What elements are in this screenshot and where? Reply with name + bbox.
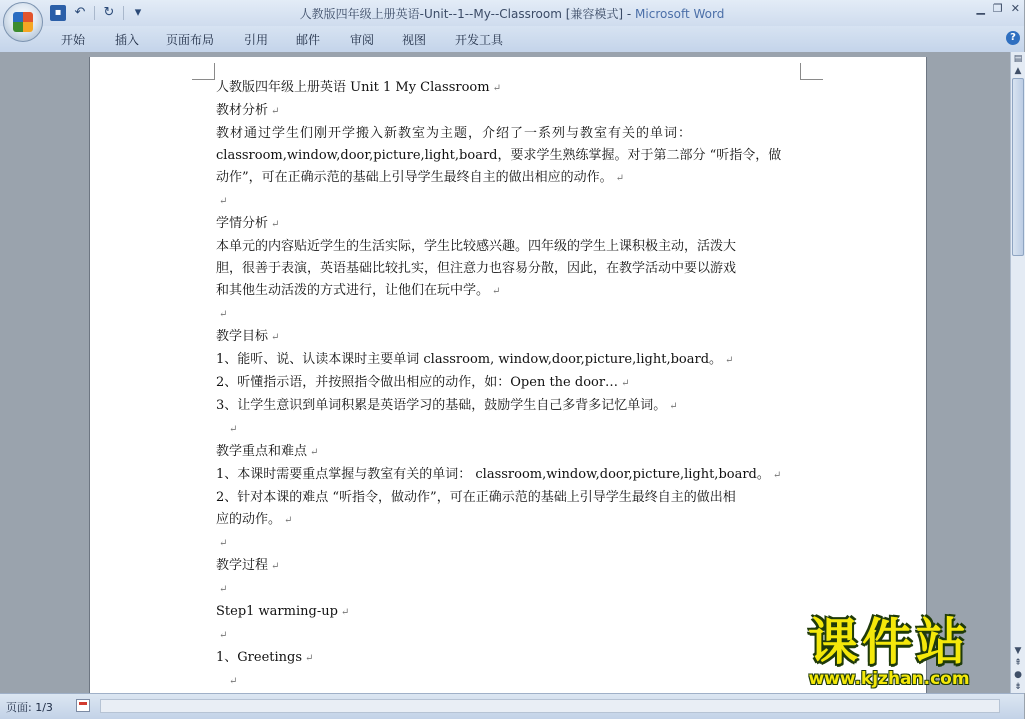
paragraph-mark-icon: ↵ <box>229 676 238 687</box>
paragraph-mark-icon: ↵ <box>219 584 228 595</box>
tab-home[interactable]: 开始 <box>61 33 86 47</box>
paragraph-text: 学情分析 <box>216 216 269 231</box>
watermark-url: www.kjzhan.com <box>808 669 970 689</box>
paragraph <box>216 258 806 280</box>
proofing-status-icon[interactable] <box>76 699 90 712</box>
ribbon-tabs <box>0 26 1024 53</box>
paragraph-mark-icon: ↵ <box>219 630 228 641</box>
close-button[interactable]: ✕ <box>1010 2 1020 15</box>
paragraph <box>216 167 806 190</box>
list-item <box>216 395 806 418</box>
paragraph-text: 1、能听、说、认读本课时主要单词 classroom, window,door,picture,light,board。 <box>216 352 723 367</box>
paragraph-text: 3、让学生意识到单词积累是英语学习的基础，鼓励学生自己多背多记忆单词。 <box>216 398 667 413</box>
scroll-thumb[interactable] <box>1012 78 1024 256</box>
paragraph-text: 教材分析 <box>216 103 269 118</box>
next-page-icon[interactable]: ⇟ <box>1014 682 1022 692</box>
tab-insert[interactable]: 插入 <box>115 33 140 47</box>
paragraph-mark-icon: ↵ <box>271 561 280 572</box>
paragraph-text: 胆，很善于表演，英语基础比较扎实，但注意力也容易分散，因此，在教学活动中要以游戏 <box>216 261 737 276</box>
paragraph-text: 教学重点和难点 <box>216 444 308 459</box>
customize-toolbar-icon[interactable]: ▾ <box>134 5 142 20</box>
list-item <box>216 372 806 395</box>
paragraph-mark-icon: ↵ <box>340 607 350 618</box>
tab-mailings[interactable]: 邮件 <box>296 33 321 47</box>
crop-mark <box>192 63 215 80</box>
office-logo-icon <box>13 12 33 32</box>
paragraph-text: 2、听懂指示语，并按照指令做出相应的动作，如：Open the door… <box>216 375 619 390</box>
paragraph-mark-icon: ↵ <box>615 173 625 184</box>
paragraph-text: 应的动作。 <box>216 512 282 527</box>
paragraph-mark-icon: ↵ <box>669 401 678 412</box>
document-title: 人教版四年级上册英语-Unit--1--My--Classroom [兼容模式] <box>299 7 624 21</box>
scroll-up-icon[interactable]: ▲ <box>1014 66 1022 76</box>
section-heading <box>216 555 806 578</box>
paragraph-text: Step1 warming-up <box>216 604 338 619</box>
paragraph-mark-icon: ↵ <box>271 332 280 343</box>
ruler-toggle-icon[interactable]: ▤ <box>1013 54 1023 64</box>
paragraph-text: 教学目标 <box>216 329 269 344</box>
help-icon[interactable]: ? <box>1006 31 1020 45</box>
list-item <box>216 464 806 487</box>
list-item <box>216 487 806 509</box>
section-heading <box>216 441 806 464</box>
paragraph-mark-icon: ↵ <box>310 447 319 458</box>
paragraph-text: 动作”，可在正确示范的基础上引导学生最终自主的做出相应的动作。 <box>216 170 613 185</box>
paragraph-mark-icon: ↵ <box>219 196 228 207</box>
section-heading <box>216 100 806 123</box>
paragraph-text: 1、本课时需要重点掌握与教室有关的单词： classroom,window,door,picture,light,board。 <box>216 467 770 482</box>
paragraph-mark-icon: ↵ <box>271 106 280 117</box>
paragraph-mark-icon: ↵ <box>621 378 630 389</box>
empty-paragraph <box>216 190 806 213</box>
paragraph <box>216 145 806 167</box>
redo-icon[interactable]: ↻ <box>103 5 115 20</box>
paragraph-text: 2、针对本课的难点 “听指令，做动作”，可在正确示范的基础上引导学生最终自主的做出相 <box>216 490 736 505</box>
step-heading <box>216 601 806 624</box>
paragraph-text: 人教版四年级上册英语 Unit 1 My Classroom <box>216 80 490 95</box>
horizontal-scrollbar[interactable] <box>100 699 1000 713</box>
paragraph <box>216 123 806 145</box>
office-button[interactable] <box>3 2 43 42</box>
tab-developer[interactable]: 开发工具 <box>455 33 504 47</box>
paragraph-mark-icon: ↵ <box>305 653 314 664</box>
minimize-button[interactable]: ▁ <box>976 2 985 15</box>
list-item <box>216 647 806 670</box>
paragraph-mark-icon: ↵ <box>219 538 228 549</box>
empty-paragraph <box>216 578 806 601</box>
paragraph-mark-icon: ↵ <box>492 83 501 94</box>
document-area <box>0 52 1010 693</box>
empty-paragraph <box>216 624 806 647</box>
previous-page-icon[interactable]: ⇞ <box>1014 658 1022 668</box>
paragraph <box>216 280 806 303</box>
paragraph-mark-icon: ↵ <box>725 355 734 366</box>
app-name: Microsoft Word <box>635 7 725 21</box>
empty-paragraph <box>216 418 806 441</box>
paragraph-mark-icon: ↵ <box>229 424 238 435</box>
tab-references[interactable]: 引用 <box>244 33 269 47</box>
watermark-title: 课件站 <box>808 613 970 671</box>
undo-icon[interactable]: ↶ <box>74 5 86 20</box>
restore-button[interactable]: ❐ <box>992 2 1003 15</box>
paragraph-text: 教学过程 <box>216 558 269 573</box>
window-controls <box>976 2 1020 15</box>
select-browse-object-icon[interactable]: ● <box>1014 670 1022 680</box>
paragraph-mark-icon: ↵ <box>284 515 293 526</box>
tab-review[interactable]: 审阅 <box>350 33 375 47</box>
paragraph <box>216 236 806 258</box>
paragraph-mark-icon: ↵ <box>772 470 782 481</box>
paragraph-mark-icon: ↵ <box>492 286 501 297</box>
title-separator: - <box>623 7 636 21</box>
title-bar <box>0 0 1024 26</box>
status-bar <box>0 693 1024 719</box>
vertical-scrollbar[interactable] <box>1010 52 1025 693</box>
scroll-down-icon[interactable]: ▼ <box>1014 646 1022 656</box>
empty-paragraph <box>216 303 806 326</box>
list-item <box>216 509 806 532</box>
paragraph-text: 1、Greetings <box>216 650 303 665</box>
page-count[interactable]: 页面: 1/3 <box>6 701 53 714</box>
list-item <box>216 349 806 372</box>
paragraph-mark-icon: ↵ <box>219 309 228 320</box>
tab-page-layout[interactable]: 页面布局 <box>166 33 215 47</box>
tab-view[interactable]: 视图 <box>402 33 427 47</box>
watermark-logo <box>774 614 1004 688</box>
save-icon[interactable]: ▪ <box>50 5 66 21</box>
empty-paragraph <box>216 670 806 693</box>
doc-heading <box>216 77 806 100</box>
paragraph-text: classroom,window,door,picture,light,board，要求学生熟练掌握。对于第二部分 “听指令，做 <box>216 148 782 163</box>
window-title <box>0 5 1024 22</box>
empty-paragraph <box>216 532 806 555</box>
paragraph-mark-icon: ↵ <box>271 219 280 230</box>
paragraph-text: 本单元的内容贴近学生的生活实际，学生比较感兴趣。四年级的学生上课积极主动，活泼大 <box>216 239 737 254</box>
section-heading <box>216 326 806 349</box>
paragraph-text: 和其他生动活泼的方式进行，让他们在玩中学。 <box>216 283 490 298</box>
paragraph-text: 教材通过学生们刚开学搬入新教室为主题，介绍了一系列与教室有关的单词： <box>216 126 693 141</box>
document-body[interactable] <box>216 77 806 716</box>
section-heading <box>216 213 806 236</box>
